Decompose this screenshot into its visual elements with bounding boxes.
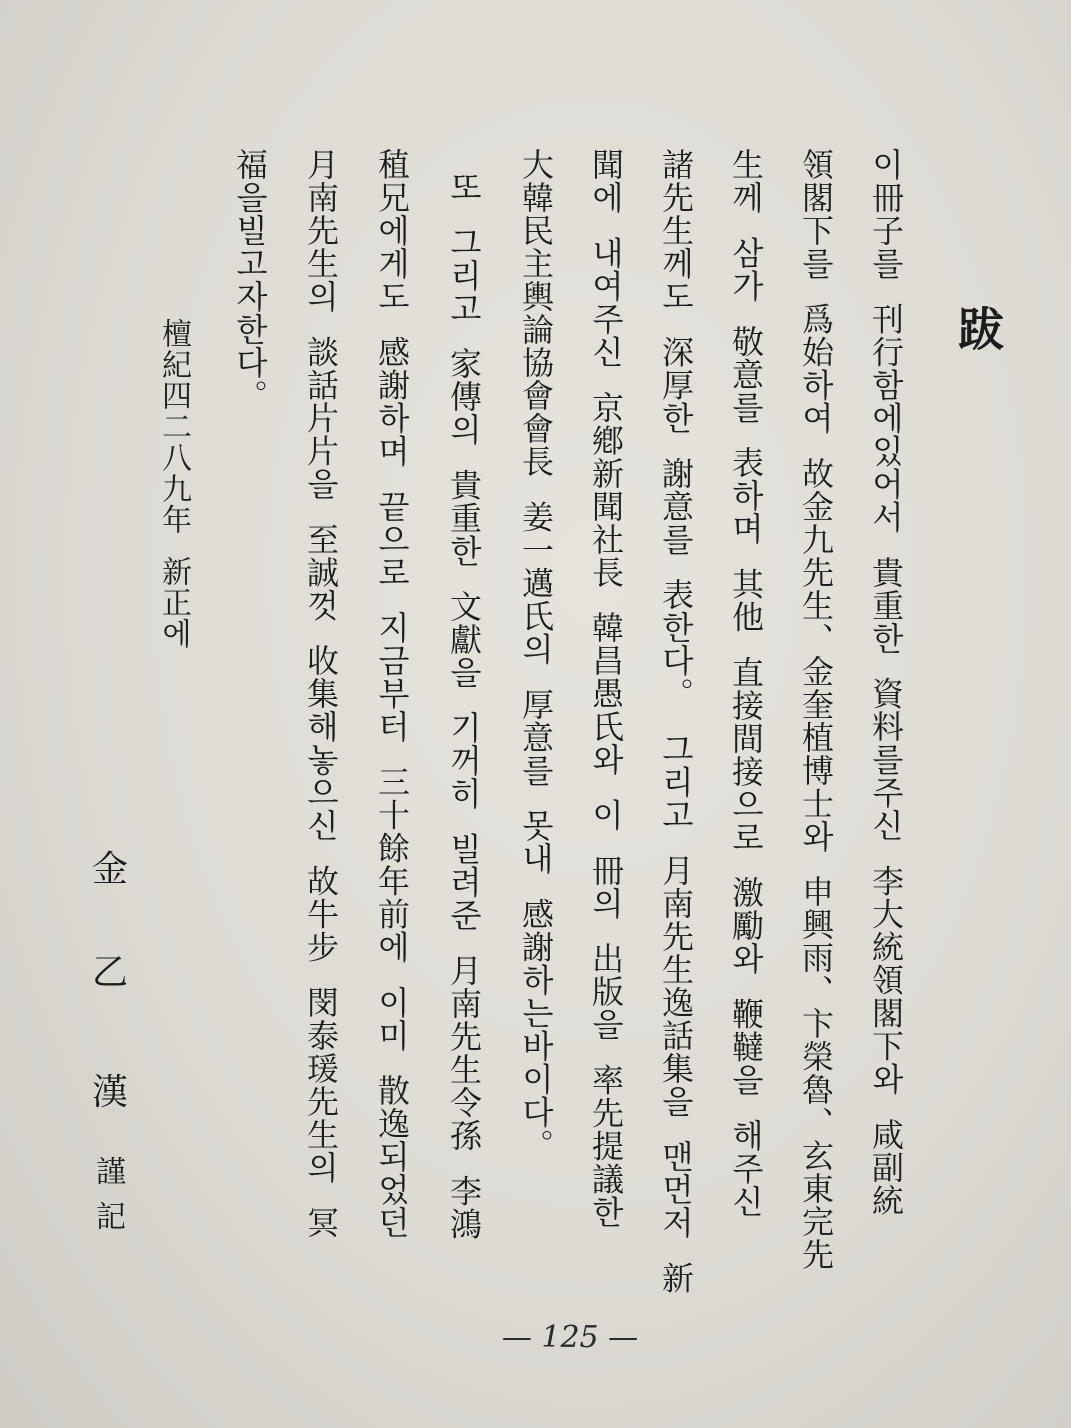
page-number: — 125 —	[501, 1320, 639, 1355]
author-given-name-2: 漢	[92, 1072, 129, 1113]
author-given-name-1: 乙	[92, 952, 129, 993]
text-column-8: 稙兄에게도 感謝하며 끝으로 지금부터 三十餘年前에 이미 散逸되었던	[373, 148, 411, 1240]
text-column-9: 月南先生의 談話片片을 至誠껏 收集해놓으신 故牛步 閔泰瑗先生의 冥	[302, 148, 340, 1240]
text-column-4: 諸先生께도 深厚한 謝意를 表한다。 그리고 月南先生逸話集을 맨먼저 新	[657, 148, 695, 1295]
text-column-10: 福을빌고자한다。	[231, 148, 269, 412]
text-column-6: 大韓民主輿論協會會長 姜一邁氏의 厚意를 못내 感謝하는바이다。	[517, 148, 555, 1162]
author-surname: 金	[92, 849, 129, 890]
page-title: 跋	[951, 305, 1005, 353]
date-line: 檀紀四二八九年 新正에	[156, 318, 191, 650]
text-column-2: 領閣下를 爲始하여 故金九先生、金奎植博士와 申興雨、卞榮魯、玄東完先	[797, 148, 835, 1272]
text-column-3: 生께 삼가 敬意를 表하며 其他 直接間接으로 激勵와 鞭韃을 해주신	[727, 148, 765, 1218]
text-column-5: 聞에 내여주신 京鄕新聞社長 韓昌愚氏와 이 冊의 出版을 率先提議한	[587, 148, 625, 1229]
author-suffix-2: 記	[96, 1200, 126, 1235]
text-column-7: 또 그리고 家傳의 貴重한 文獻을 기꺼히 빌려준 月南先生令孫 李鴻	[445, 148, 483, 1241]
text-column-1: 이冊子를 刊行함에있어서 貴重한 資料를주신 李大統領閣下와 咸副統	[867, 148, 905, 1217]
author-suffix-1: 謹	[96, 1155, 126, 1190]
